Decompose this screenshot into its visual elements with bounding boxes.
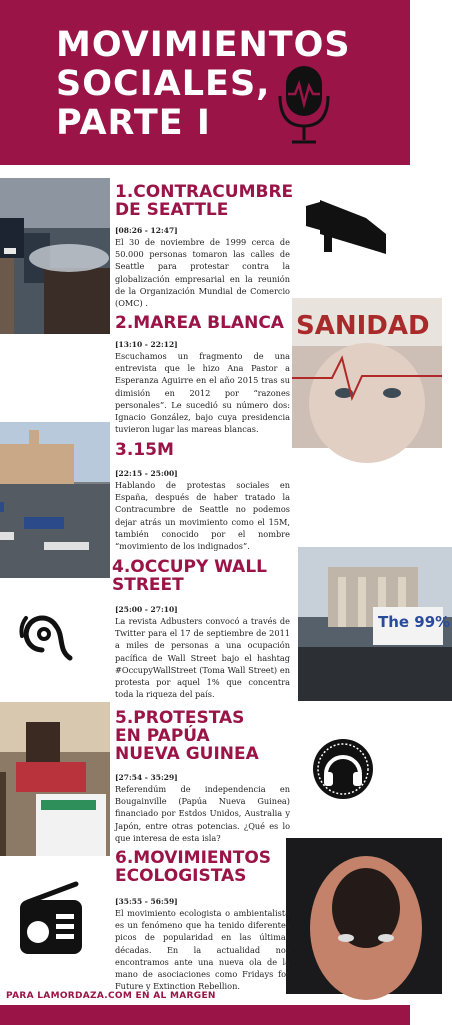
sanidad-protester-photo (292, 298, 442, 448)
title-line-1: MOVIMIENTOS (56, 25, 351, 65)
protest-police-photo (0, 178, 110, 334)
megaphone-icon (300, 196, 392, 266)
wall-street-photo (298, 547, 452, 701)
photo-sanidad-text: SANIDAD (296, 311, 430, 341)
section-6-title: 6.MOVIMIENTOS ECOLOGISTAS (115, 848, 272, 886)
section-5-body: Referendúm de independencia en Bougainville (Papúa Nueva Guinea) financiado por Estdos Unidos, Australia y Japón, entre otras potencias. ¿Qué es lo que interesa de esta isla? (115, 784, 290, 843)
section-1-body: El 30 de noviembre de 1999 cerca de 50.000 personas tomaron las calles de Seattle para protestar contra la globalización empresarial en la reunión de la Organización Mundial de Comercio (OMC) . (115, 237, 290, 309)
section-5-time: [27:54 - 35:29] (115, 773, 178, 782)
section-3-time: [22:15 - 25:00] (115, 469, 178, 478)
photo-99-text: The 99% (378, 613, 451, 631)
title-line-2: SOCIALES, (56, 64, 271, 104)
section-5-title: 5.PROTESTAS EN PAPÚA NUEVA GUINEA (115, 708, 259, 764)
radio-icon (16, 880, 86, 956)
section-2-body: Escuchamos un fragmento de una entrevista que le hizo Ana Pastor a Esperanza Aguirre en el año 2015 tras su dimisión en 2012 por “razones personales”. Le sucedió su número dos: Ignacio González, bajo cuya presidencia tuvieron lugar las mareas blancas. (115, 351, 290, 435)
section-4-time: [25:00 - 27:10] (115, 605, 178, 614)
section-2-time: [13:10 - 22:12] (115, 340, 178, 349)
section-4-title: 4.OCCUPY WALL STREET (112, 557, 267, 595)
section-3-title: 3.15M (115, 440, 174, 460)
section-4-body: La revista Adbusters convocó a través de Twitter para el 17 de septiembre de 2011 a miles de personas a una ocupación pacífica de Wall Street bajo el hashtag #OccupyWallStreet (Toma Wall Street) en protesta por aquel 1% que concentra toda la riqueza del país. (115, 616, 290, 700)
ballot-box-photo (0, 702, 110, 856)
section-1-title: 1.CONTRACUMBRE DE SEATTLE (115, 182, 294, 220)
headphones-icon (312, 738, 374, 800)
footer-bar (0, 1005, 410, 1025)
footer-credit: PARA LAMORDAZA.COM EN AL MARGEN (6, 991, 216, 1001)
title-line-3: PARTE I (56, 103, 211, 143)
section-1-time: [08:26 - 12:47] (115, 226, 178, 235)
header-banner (0, 0, 410, 165)
hearing-icon (12, 606, 78, 664)
puerta-del-sol-photo (0, 422, 110, 578)
section-6-body: El movimiento ecologista o ambientalista es un fenómeno que ha tenido diferentes picos de popularidad en las últimas décadas. En la actualidad nos encontramos ante una nueva ola de la mano de asociaciones como Fridays for Future y Extinction Rebellion. (115, 908, 290, 992)
section-6-time: [35:55 - 56:59] (115, 897, 178, 906)
microphone-icon (276, 64, 332, 148)
hand-face-photo (286, 838, 442, 994)
section-2-title: 2.MAREA BLANCA (115, 313, 284, 333)
section-3-body: Hablando de protestas sociales en España, después de haber tratado la Contracumbre de Seattle no podemos dejar atrás un movimiento como el 15M, también conocido por el nombre “movimiento de los indignados”. (115, 480, 290, 552)
